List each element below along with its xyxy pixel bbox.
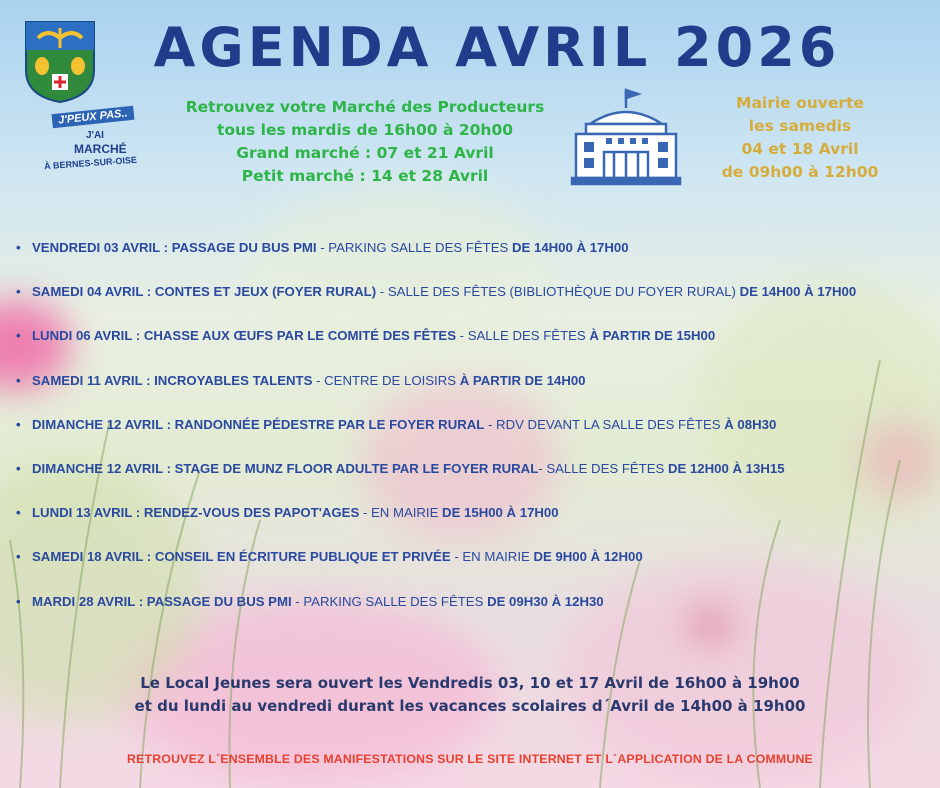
slogan-line-4: À BERNES-SUR-OISE bbox=[43, 154, 138, 172]
mairie-line: Mairie ouverte bbox=[736, 94, 864, 112]
slogan-line-2: J'AI bbox=[86, 130, 104, 141]
market-line: Retrouvez votre Marché des Producteurs bbox=[185, 98, 545, 116]
event-title: VENDREDI 03 AVRIL : PASSAGE DU BUS PMI bbox=[32, 240, 317, 255]
event-time: À 08H30 bbox=[724, 416, 777, 432]
events-list bbox=[14, 238, 934, 636]
market-info bbox=[140, 96, 590, 188]
event-item bbox=[14, 326, 934, 370]
event-title: SAMEDI 18 AVRIL : CONSEIL EN ÉCRITURE PUBLIQUE ET PRIVÉE bbox=[32, 549, 451, 565]
event-title: LUNDI 06 AVRIL : CHASSE AUX ŒUFS PAR LE COMITÉ DES FÊTES bbox=[32, 328, 456, 344]
event-place: - SALLE DES FÊTES (BIBLIOTHÈQUE DU FOYER RURAL) bbox=[376, 284, 740, 300]
bullet: • bbox=[16, 593, 21, 609]
event-time: DE 15H00 À 17H00 bbox=[442, 505, 559, 521]
event-time: DE 12H00 À 13H15 bbox=[667, 460, 785, 476]
event-place: - PARKING SALLE DES FÊTES bbox=[291, 593, 488, 609]
event-place: - CENTRE DE LOISIRS bbox=[312, 372, 460, 388]
event-time: DE 14H00 À 17H00 bbox=[739, 284, 857, 300]
market-line: Grand marché : 07 et 21 Avril bbox=[236, 144, 494, 162]
event-time: DE 9H00 À 12H00 bbox=[533, 549, 643, 565]
mairie-hours bbox=[690, 92, 910, 184]
event-place: - SALLE DES FÊTES bbox=[456, 328, 590, 344]
event-place: - EN MAIRIE bbox=[450, 549, 534, 565]
event-item bbox=[14, 282, 934, 326]
bullet: • bbox=[16, 372, 21, 388]
event-item bbox=[14, 503, 934, 547]
mairie-line: les samedis bbox=[748, 117, 852, 135]
bullet: • bbox=[16, 284, 21, 300]
event-title: SAMEDI 04 AVRIL : CONTES ET JEUX (FOYER RURAL) bbox=[32, 284, 377, 300]
event-place: - EN MAIRIE bbox=[359, 505, 443, 521]
local-jeunes-line-2: et du lundi au vendredi durant les vacances scolaires d´Avril de 14h00 à 19h00 bbox=[134, 697, 806, 715]
footer-note: RETROUVEZ L´ENSEMBLE DES MANIFESTATIONS SUR LE SITE INTERNET ET L´APPLICATION DE LA COMMUNE bbox=[127, 752, 813, 766]
slogan-line-3: MARCHÉ bbox=[74, 142, 127, 156]
bullet: • bbox=[16, 460, 21, 476]
event-time: DE 14H00 À 17H00 bbox=[512, 240, 629, 255]
local-jeunes-line-1: Le Local Jeunes sera ouvert les Vendredis 03, 10 et 17 Avril de 16h00 à 19h00 bbox=[140, 674, 800, 692]
bullet: • bbox=[16, 328, 21, 344]
event-item bbox=[14, 459, 934, 503]
market-line: tous les mardis de 16h00 à 20h00 bbox=[216, 121, 514, 139]
market-slogan-badge bbox=[38, 108, 146, 174]
page-title: AGENDA AVRIL 2026 bbox=[153, 16, 841, 79]
slogan-line-1: J'PEUX PAS.. bbox=[51, 106, 134, 128]
event-title: SAMEDI 11 AVRIL : INCROYABLES TALENTS bbox=[32, 372, 313, 388]
event-place: - RDV DEVANT LA SALLE DES FÊTES bbox=[484, 416, 725, 432]
town-hall-icon bbox=[568, 86, 684, 188]
market-line: Petit marché : 14 et 28 Avril bbox=[241, 167, 489, 185]
bullet: • bbox=[16, 505, 21, 521]
event-time: DE 09H30 À 12H30 bbox=[487, 593, 604, 609]
event-place: - PARKING SALLE DES FÊTES bbox=[316, 240, 512, 255]
town-crest-icon bbox=[24, 20, 96, 104]
event-time: À PARTIR DE 14H00 bbox=[459, 372, 586, 388]
event-item bbox=[14, 238, 934, 282]
mairie-line: de 09h00 à 12h00 bbox=[721, 163, 879, 181]
event-place: - SALLE DES FÊTES bbox=[538, 460, 668, 476]
event-title: LUNDI 13 AVRIL : RENDEZ-VOUS DES PAPOT'AGES bbox=[32, 505, 360, 521]
mairie-line: 04 et 18 Avril bbox=[741, 140, 859, 158]
event-time: À PARTIR DE 15H00 bbox=[589, 328, 716, 344]
local-jeunes-info bbox=[30, 672, 910, 718]
event-title: DIMANCHE 12 AVRIL : STAGE DE MUNZ FLOOR ADULTE PAR LE FOYER RURAL bbox=[32, 460, 539, 476]
event-item bbox=[14, 415, 934, 459]
event-item bbox=[14, 592, 934, 636]
event-title: DIMANCHE 12 AVRIL : RANDONNÉE PÉDESTRE PAR LE FOYER RURAL bbox=[32, 416, 485, 432]
bullet: • bbox=[16, 240, 21, 255]
bullet: • bbox=[16, 416, 21, 432]
event-item bbox=[14, 371, 934, 415]
bullet: • bbox=[16, 549, 21, 565]
event-title: MARDI 28 AVRIL : PASSAGE DU BUS PMI bbox=[32, 593, 292, 609]
event-item bbox=[14, 547, 934, 591]
